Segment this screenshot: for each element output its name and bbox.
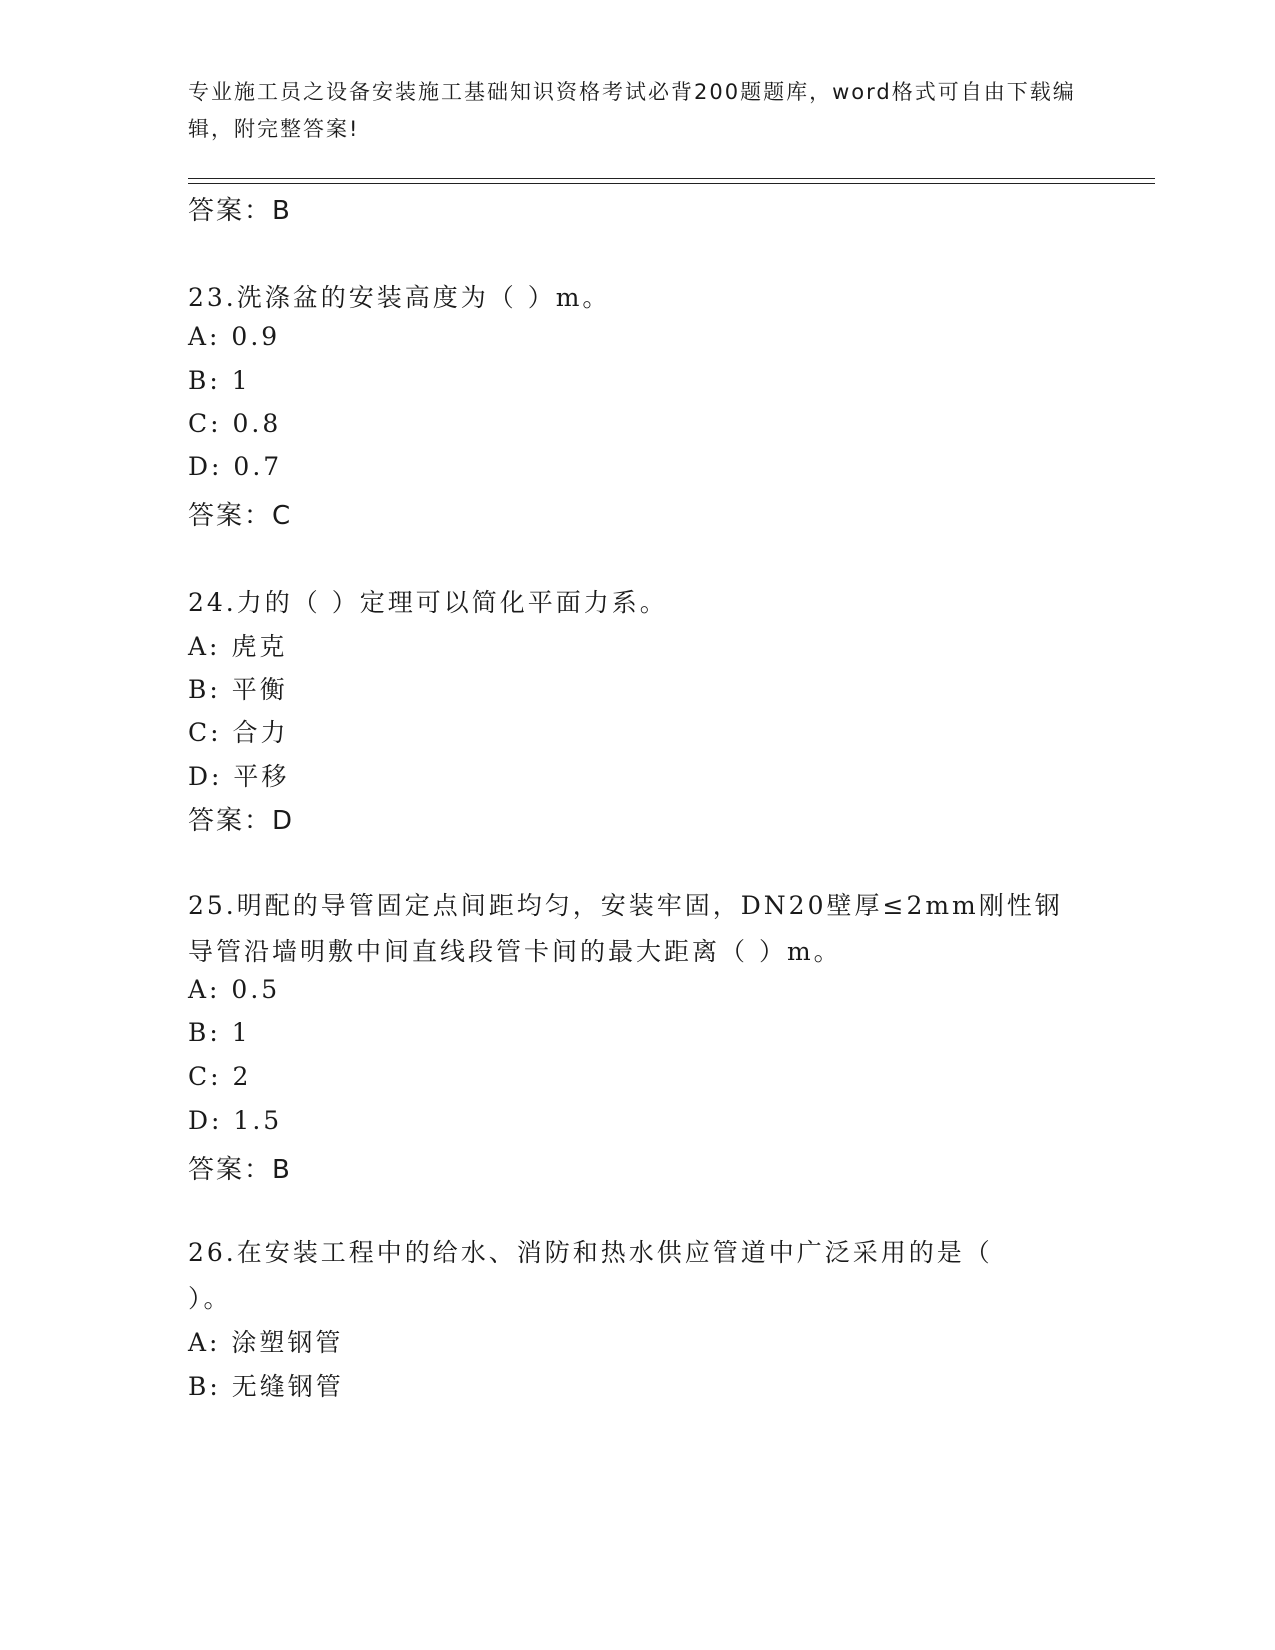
question-25-option-d: D: 1.5	[188, 1106, 283, 1135]
header-divider-top	[188, 178, 1155, 179]
question-25-answer: 答案：B	[188, 1155, 292, 1185]
question-26-option-b: B: 无缝钢管	[188, 1372, 344, 1401]
question-23-option-d: D: 0.7	[188, 452, 283, 481]
question-23-option-c: C: 0.8	[188, 409, 282, 438]
question-25-option-c: C: 2	[188, 1062, 252, 1091]
question-23-option-a: A: 0.9	[188, 322, 281, 351]
question-26-stem: 26.在安装工程中的给水、消防和热水供应管道中广泛采用的是（ ）。	[188, 1238, 993, 1313]
question-23-stem: 23.洗涤盆的安装高度为（ ）m。	[188, 283, 611, 312]
question-25-option-a: A: 0.5	[188, 975, 281, 1004]
question-24-option-d: D: 平移	[188, 762, 290, 791]
header-divider-bottom	[188, 183, 1155, 184]
question-23-option-b: B: 1	[188, 366, 251, 395]
question-24-option-a: A: 虎克	[188, 632, 288, 661]
document-header: 专业施工员之设备安装施工基础知识资格考试必背200题题库，word格式可自由下载编辑，附完整答案!	[188, 80, 1076, 141]
question-25-stem: 25.明配的导管固定点间距均匀，安装牢固，DN20壁厚≤2mm刚性钢导管沿墙明敷中间直线段管卡间的最大距离（ ）m。	[188, 891, 1063, 966]
question-24-option-b: B: 平衡	[188, 675, 288, 704]
answer-line: 答案：B	[188, 196, 292, 226]
question-26-option-a: A: 涂塑钢管	[188, 1328, 344, 1357]
question-24-option-c: C: 合力	[188, 718, 289, 747]
question-23-answer: 答案：C	[188, 501, 293, 531]
question-24-stem: 24.力的（ ）定理可以简化平面力系。	[188, 588, 668, 617]
question-25-option-b: B: 1	[188, 1018, 251, 1047]
question-24-answer: 答案：D	[188, 806, 295, 836]
